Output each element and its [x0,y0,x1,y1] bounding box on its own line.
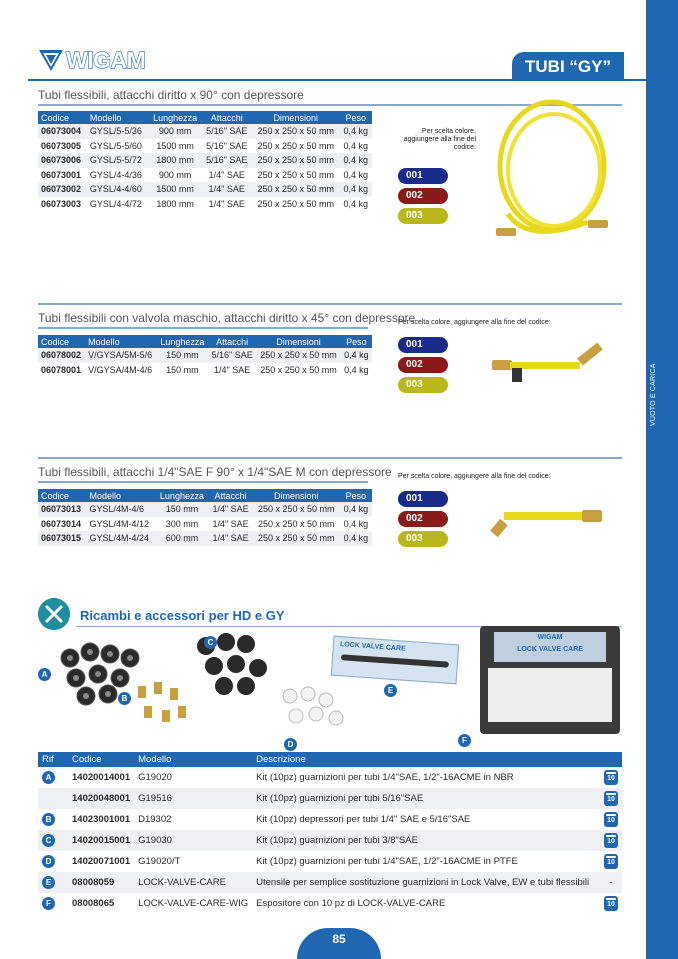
table-cell: 150 mm [166,364,199,375]
table-cell: 06073014 [41,518,82,529]
rif-badge: C [42,834,55,847]
table-cell: 250 x 250 x 50 mm [256,348,340,363]
code-cell: 14020048001 [68,788,134,809]
col-lunghezza: Lunghezza [149,111,202,124]
col-pack [600,752,622,767]
col-dimensioni: Dimensioni [253,489,340,502]
col-attacchi: Attacchi [208,489,252,502]
table-cell: GYSL/4-4/36 [89,169,142,180]
rif-badge: A [42,771,55,784]
rif-cell [38,809,68,830]
table-cell: 06073002 [38,182,87,197]
table-row [38,139,372,154]
table-cell: V/GYSA/4M-4/6 [88,364,153,375]
table-row [38,851,622,872]
table-cell: 06073013 [38,502,87,517]
table-cell: 1800 mm [149,153,202,168]
col-codice: Codice [38,489,87,502]
ricambi-title: Ricambi e accessori per HD e GY [80,608,285,623]
rif-cell [38,767,68,788]
ricambi-table [38,752,622,914]
table-cell: 06073006 [38,153,87,168]
table-cell: 1800 mm [156,198,194,209]
table-row [38,363,372,378]
table-cell: 1/4" SAE [208,198,245,209]
section-3-top-divider [38,457,622,459]
table-cell: 900 mm [158,169,192,180]
section-1-table [38,111,372,211]
desc-cell: Kit (10pz) guarnizioni per tubi 3/8"SAE [252,830,600,851]
table-cell: 250 x 250 x 50 mm [252,182,340,197]
col-modello: Modello [85,335,157,348]
table-row [38,197,372,212]
table-cell: 0,4 kg [343,169,369,180]
pack-cell [600,788,622,809]
display-box-image [480,626,620,734]
section-2-title: Tubi flessibili con valvola maschio, attacchi diritto x 45° con depressore [38,311,416,325]
wigam-logo-icon [38,48,64,72]
display-header [494,632,606,662]
section-1-title: Tubi flessibili, attacchi diritto x 90° con depressore [38,88,304,102]
table-cell: 0,4 kg [340,124,372,139]
side-label: VUOTO E CARICA [650,363,657,427]
table-cell: 06078002 [38,348,85,363]
table-row [38,502,372,517]
table-cell: 900 mm [149,124,202,139]
model-cell: G19030 [134,830,252,851]
table-row [38,153,372,168]
col-codice: Codice [38,111,87,124]
col-attacchi: Attacchi [208,335,256,348]
short-hose-image [484,496,612,546]
table-cell: 1/4" SAE [208,169,245,180]
table-cell: 0,4 kg [343,140,369,151]
table-cell: 06073003 [41,198,82,209]
color-tag-002: 002 [398,357,448,373]
table-cell: GYSL/5-5/60 [89,140,142,151]
table-cell: 600 mm [156,531,209,546]
table-cell: 250 x 250 x 50 mm [260,364,337,375]
code-cell: 08008059 [68,872,134,893]
col-dimensioni: Dimensioni [256,335,340,348]
table-cell: 0,4 kg [344,364,369,375]
table-cell: 06073005 [41,140,82,151]
table-row [38,531,372,546]
brand-name: WIGAM [66,46,146,73]
table-cell: 250 x 250 x 50 mm [257,198,334,209]
rif-badge: F [42,897,55,910]
table-cell: 0,4 kg [343,518,369,529]
model-cell: LOCK-VALVE-CARE [134,872,252,893]
table-row [38,182,372,197]
table-cell: 250 x 250 x 50 mm [258,518,335,529]
col-descrizione: Descrizione [252,752,600,767]
table-cell: 06073004 [38,124,87,139]
color-tag-003: 003 [398,531,448,547]
table-row [38,893,622,914]
depressor-pins-image [134,680,196,732]
table-row [38,517,372,532]
section-3-title: Tubi flessibili, attacchi 1/4"SAE F 90° x 1/4"SAE M con depressore [38,465,392,479]
image-label-e: E [384,684,397,697]
table-cell: 0,4 kg [343,198,369,209]
table-row [38,872,622,893]
table-cell: 250 x 250 x 50 mm [253,502,340,517]
model-cell: G19020 [138,772,172,783]
section-3-divider [38,481,368,483]
col-peso: Peso [340,111,372,124]
rif-badge: D [42,855,55,868]
rif-badge: B [42,813,55,826]
pack-10-icon: 10 [604,833,618,848]
table-row [38,767,622,788]
category-badge: TUBI “GY” [512,52,624,81]
section-3-table [38,489,372,546]
table-cell: 250 x 250 x 50 mm [253,531,340,546]
code-cell: 14020015001 [68,830,134,851]
code-cell: 08008065 [72,898,115,909]
table-cell: 0,4 kg [340,182,372,197]
table-cell: GYSL/4M-4/6 [87,502,156,517]
pack-none: - [609,877,613,888]
table-row [38,830,622,851]
table-cell: GYSL/4M-4/24 [87,531,156,546]
pack-cell [600,872,622,893]
table-cell: 06078001 [41,364,82,375]
image-label-f: F [458,734,471,747]
col-lunghezza: Lunghezza [156,489,209,502]
table-cell: GYSL/5-5/72 [87,153,149,168]
table-cell: 06073015 [38,531,87,546]
pack-cell [600,851,622,872]
desc-cell: Kit (10pz) depressori per tubi 1/4" SAE e 5/16"SAE [256,814,471,825]
image-label-d: D [284,738,297,751]
table-cell: 1500 mm [156,140,194,151]
table-cell: 1/4" SAE [202,182,252,197]
brand-logo [38,44,145,76]
pack-cell [600,767,622,788]
rif-badge: E [42,876,55,889]
col-modello: Modello [87,111,149,124]
table-cell: 5/16" SAE [202,124,252,139]
display-tray [488,668,612,722]
table-cell: 150 mm [157,348,208,363]
table-cell: 250 x 250 x 50 mm [257,169,334,180]
code-cell: 14020071001 [72,856,131,867]
image-label-c: C [204,636,217,649]
table-cell: GYSL/5-5/36 [87,124,149,139]
col-dimensioni: Dimensioni [252,111,340,124]
desc-cell: Espositore con 10 pz di LOCK-VALVE-CARE [256,898,446,909]
valve-hose-image [488,340,616,390]
display-title: LOCK VALVE CARE [517,646,583,653]
table-cell: 5/16" SAE [208,348,256,363]
table-row [38,124,372,139]
lock-valve-care-tool-image [331,636,459,685]
table-cell: 1/4" SAE [208,531,252,546]
table-row [38,788,622,809]
col-codice: Codice [38,335,85,348]
col-lunghezza: Lunghezza [157,335,208,348]
table-row [38,348,372,363]
display-brand: WIGAM [537,634,563,641]
table-cell: 0,4 kg [341,348,372,363]
section-1-color-note: Per scelta colore, aggiungere alla fine del codice: [403,128,476,151]
code-cell: 14020014001 [72,772,131,783]
desc-cell: Kit (10pz) guarnizioni per tubi 1/4"SAE, 1/2"-16ACME in NBR [256,772,514,783]
col-codice: Codice [68,752,134,767]
table-cell: 1/4" SAE [208,502,252,517]
pack-cell [600,893,622,914]
table-cell: 06073001 [41,169,82,180]
table-cell: 5/16" SAE [206,140,248,151]
section-3-color-note: Per scelta colore, aggiungere alla fine del codice: [398,473,551,480]
col-modello: Modello [134,752,252,767]
rif-cell [38,788,68,809]
table-cell: GYSL/4-4/60 [87,182,149,197]
table-cell: 5/16" SAE [202,153,252,168]
side-bar [646,0,678,959]
ptfe-gaskets-image [278,684,358,734]
color-tag-001: 001 [398,168,448,184]
pack-cell [600,830,622,851]
section-2-color-note: Per scelta colore, aggiungere alla fine del codice: [398,319,551,326]
table-row [38,168,372,183]
table-cell: V/GYSA/5M-5/6 [85,348,157,363]
pack-10-icon: 10 [604,791,618,806]
image-label-b: B [118,692,131,705]
lock-valve-care-label: LOCK VALVE CARE [339,641,406,653]
model-cell: D19302 [138,814,172,825]
desc-cell: Kit (10pz) guarnizioni per tubi 5/16"SAE [252,788,600,809]
desc-cell: Utensile per semplice sostituzione guarnizioni in Lock Valve, EW e tubi flessibili [252,872,600,893]
table-cell: 1/4" SAE [212,518,249,529]
table-cell: 0,4 kg [340,502,372,517]
table-row [38,809,622,830]
model-cell: G19020/T [138,856,181,867]
image-label-a: A [38,668,51,681]
table-cell: 0,4 kg [340,531,372,546]
color-tag-001: 001 [398,337,448,353]
rif-cell [38,830,68,851]
table-cell: 1/4" SAE [214,364,251,375]
pack-10-icon: 10 [604,770,618,785]
color-tag-001: 001 [398,491,448,507]
desc-cell: Kit (10pz) guarnizioni per tubi 1/4"SAE, 1/2"-16ACME in PTFE [256,856,518,867]
table-cell: 250 x 250 x 50 mm [252,124,340,139]
rif-cell [38,893,68,914]
table-cell: 150 mm [156,502,209,517]
table-cell: GYSL/4-4/72 [89,198,142,209]
table-cell: 250 x 250 x 50 mm [257,140,334,151]
header-divider [28,79,646,81]
table-cell: 250 x 250 x 50 mm [252,153,340,168]
tools-icon [38,598,70,630]
table-cell: 1500 mm [149,182,202,197]
col-peso: Peso [340,489,372,502]
table-cell: 300 mm [165,518,199,529]
yellow-hose-coil-image [488,94,618,244]
pack-cell [600,809,622,830]
model-cell: G19516 [134,788,252,809]
rif-cell [38,872,68,893]
table-cell: 0,4 kg [340,153,372,168]
section-2-divider [38,327,368,329]
col-rif: Rif [38,752,68,767]
color-tag-003: 003 [398,208,448,224]
col-peso: Peso [341,335,372,348]
pack-10-icon: 10 [604,812,618,827]
section-2-table [38,335,372,377]
model-cell: LOCK-VALVE-CARE-WIG [138,898,249,909]
rif-cell [38,851,68,872]
page-number: 85 [297,928,381,959]
col-modello: Modello [87,489,156,502]
col-attacchi: Attacchi [202,111,252,124]
table-cell: GYSL/4M-4/12 [89,518,150,529]
pack-10-icon: 10 [604,854,618,869]
color-tag-002: 002 [398,188,448,204]
color-tag-003: 003 [398,377,448,393]
pack-10-icon: 10 [604,896,618,911]
code-cell: 14023001001 [72,814,131,825]
color-tag-002: 002 [398,511,448,527]
section-2-top-divider [38,303,622,305]
